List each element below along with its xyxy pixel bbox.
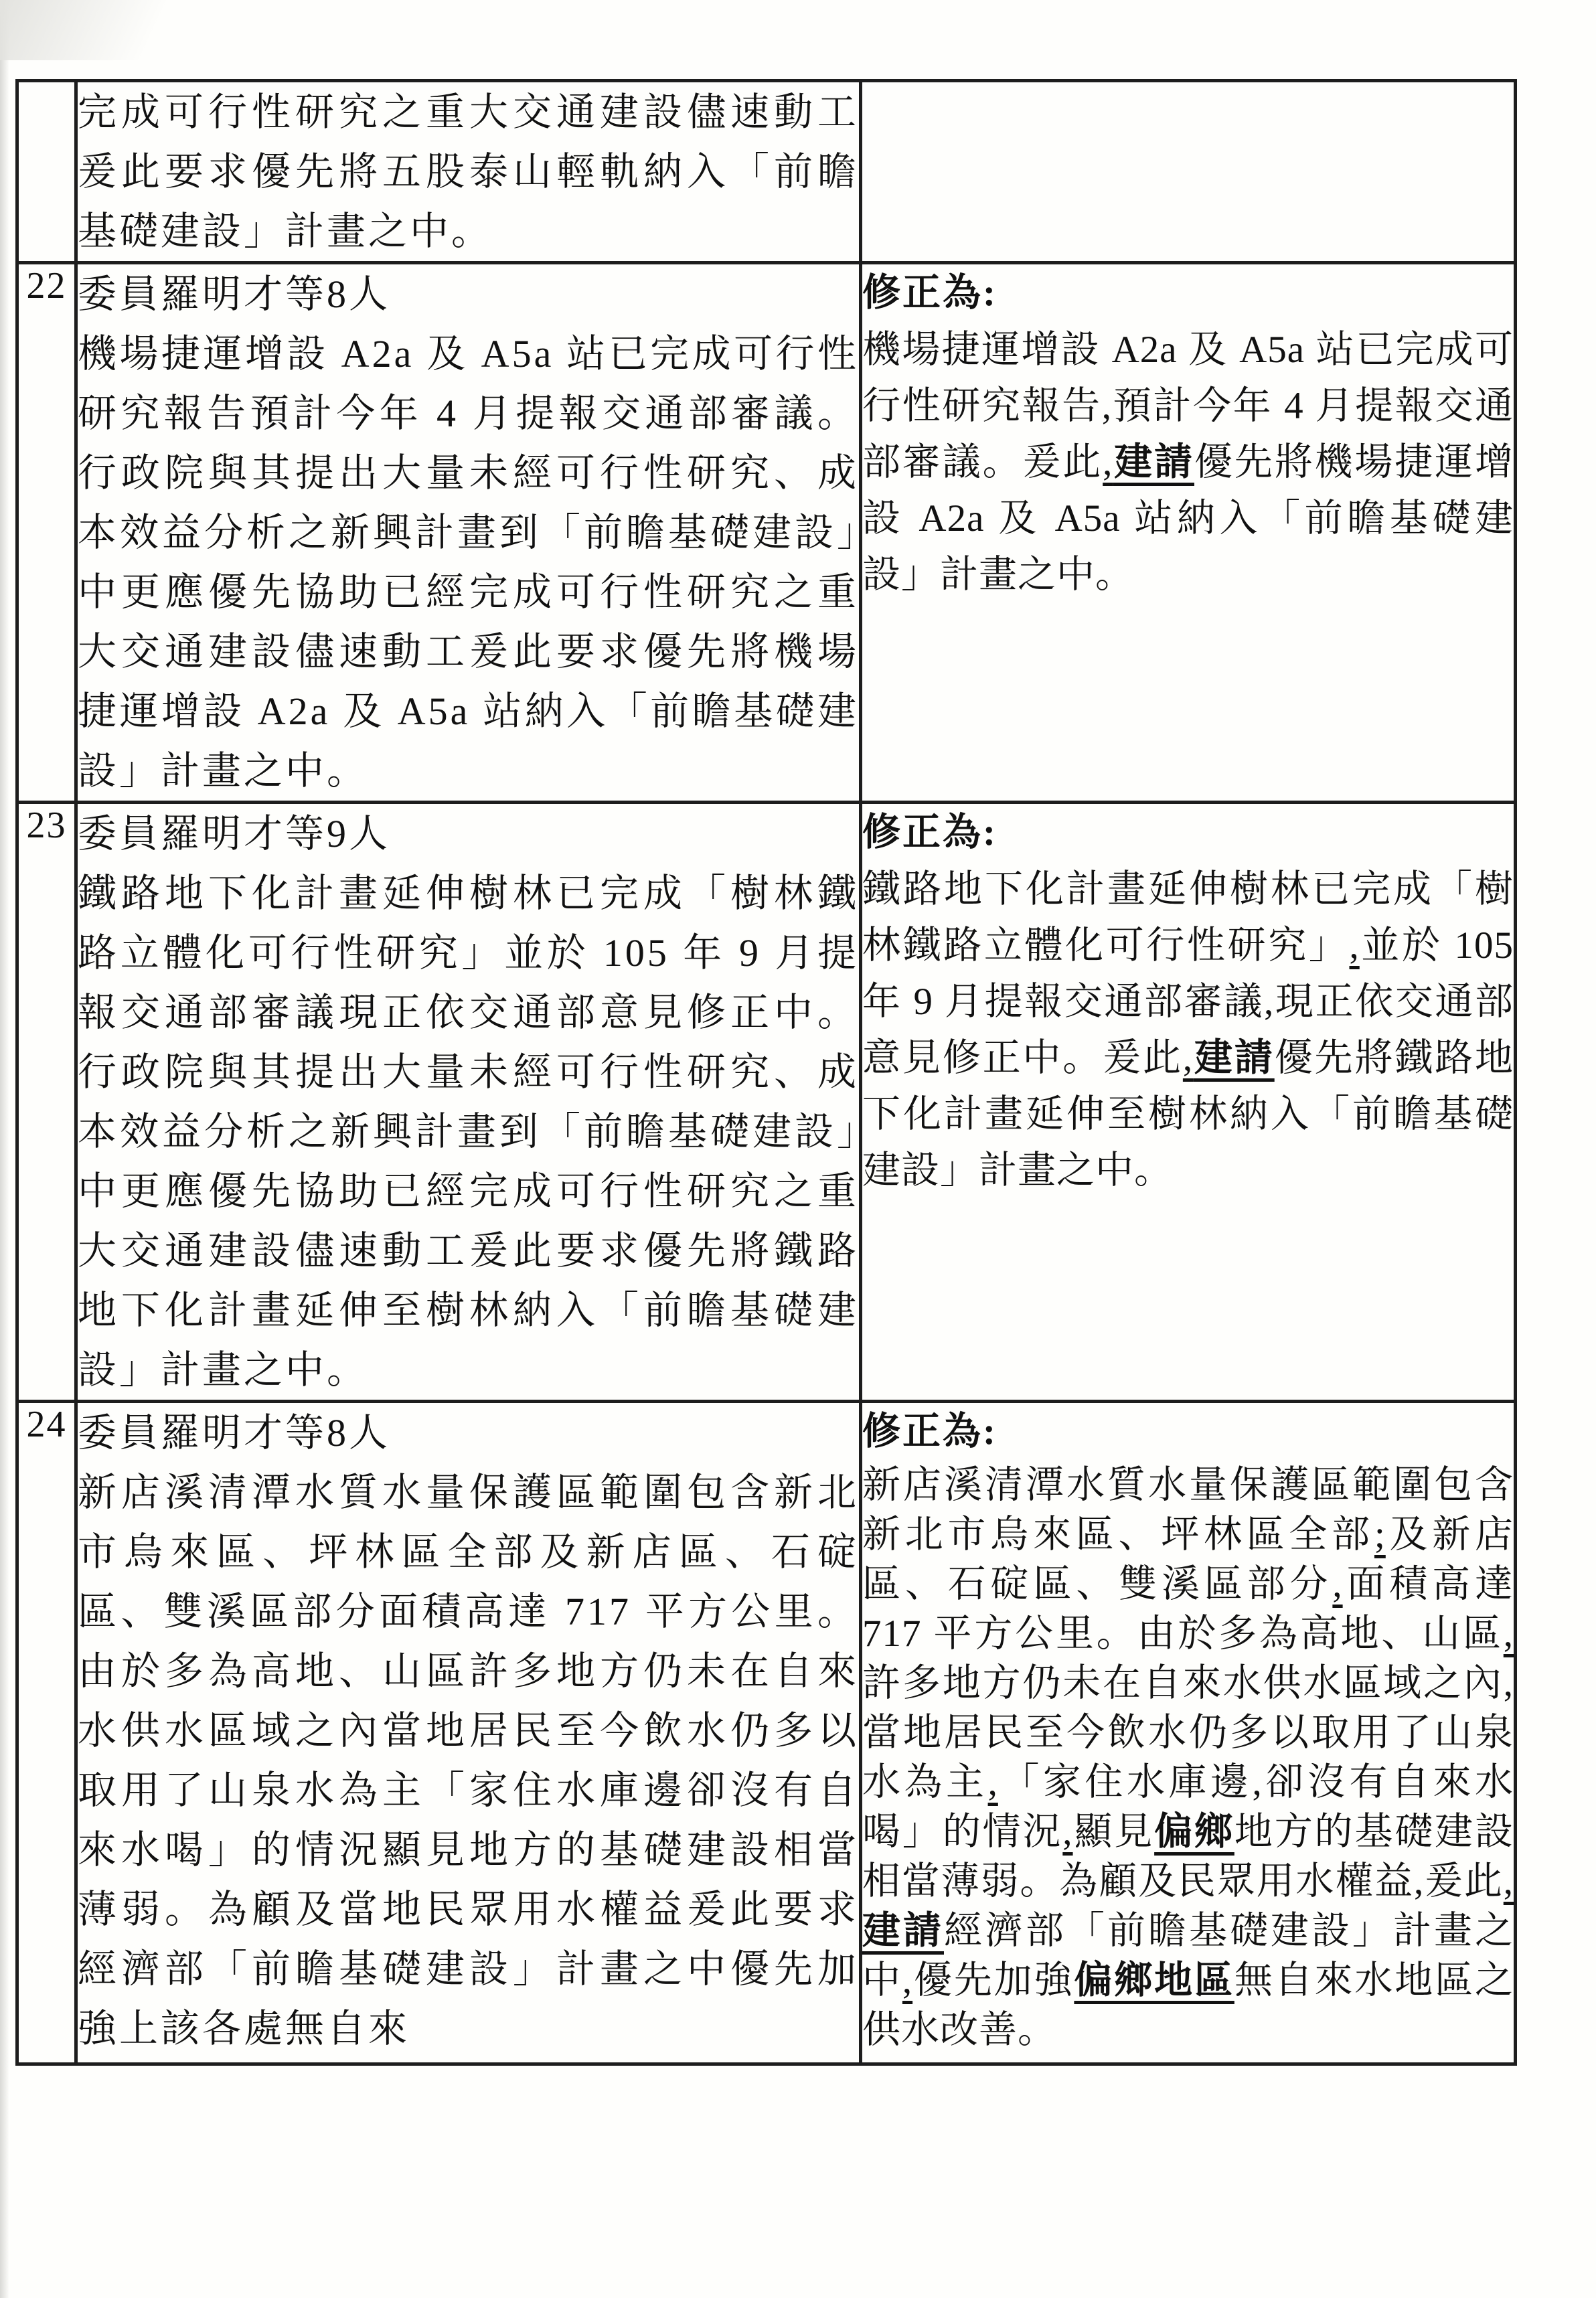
- revision-body: 鐵路地下化計畫延伸樹林已完成「樹林鐵路立體化可行性研究」,並於 105 年 9 月提報交通部審議,現正依交通部意見修正中。爰此,建請優先將鐵路地下化計畫延伸至樹林納入「前瞻基礎建設」計畫之中。: [862, 868, 1514, 1192]
- revision-header: 修正為:: [862, 1410, 998, 1453]
- proposal-body: 新店溪清潭水質水量保護區範圍包含新北市烏來區、坪林區全部及新店區、石碇區、雙溪區部分面積高達 717 平方公里。由於多為高地、山區許多地方仍未在自來水供水區域之內當地居民至今飲水仍多以取用了山泉水為主「家住水庫邊卻沒有自來水喝」的情況顯見地方的基礎建設相當薄弱。為顧及當地民眾用水權益爰此要求經濟部「前瞻基礎建設」計畫之中優先加強上該各處無自來: [78, 1471, 859, 2050]
- scan-smudge-artifact: [0, 0, 214, 60]
- proposal-cell: [76, 803, 861, 1402]
- revision-cell: [861, 263, 1516, 803]
- revision-header: 修正為:: [862, 811, 998, 853]
- table-row-24: [17, 1402, 1516, 2064]
- proposal-header: 委員羅明才等8人: [78, 1411, 391, 1455]
- table-row-continued: [17, 81, 1516, 263]
- proposal-revision-table: [15, 79, 1517, 2066]
- row-number: 24: [26, 1404, 67, 1445]
- revision-cell: [861, 803, 1516, 1402]
- row-number-cell: [17, 803, 76, 1402]
- proposal-header: 委員羅明才等8人: [78, 272, 391, 316]
- scan-edge-artifact: [0, 0, 9, 2298]
- proposal-body: 鐵路地下化計畫延伸樹林已完成「樹林鐵路立體化可行性研究」並於 105 年 9 月提報交通部審議現正依交通部意見修正中。行政院與其提出大量未經可行性研究、成本效益分析之新興計畫到「前瞻基礎建設」中更應優先協助已經完成可行性研究之重大交通建設儘速動工爰此要求優先將鐵路地下化計畫延伸至樹林納入「前瞻基礎建設」計畫之中。: [78, 872, 859, 1392]
- row-number: 23: [26, 805, 67, 846]
- proposal-cell: [76, 81, 861, 263]
- row-number: 22: [26, 265, 67, 307]
- table-row-22: [17, 263, 1516, 803]
- table-row-23: [17, 803, 1516, 1402]
- proposal-body: 完成可行性研究之重大交通建設儘速動工爰此要求優先將五股泰山輕軌納入「前瞻基礎建設」計畫之中。: [78, 90, 859, 253]
- revision-cell: [861, 1402, 1516, 2064]
- proposal-header: 委員羅明才等9人: [78, 812, 391, 855]
- revision-body: 機場捷運增設 A2a 及 A5a 站已完成可行性研究報告,預計今年 4 月提報交通部審議。爰此,建請優先將機場捷運增設 A2a 及 A5a 站納入「前瞻基礎建設」計畫之中。: [862, 329, 1514, 596]
- proposal-cell: [76, 263, 861, 803]
- proposal-cell: [76, 1402, 861, 2064]
- revision-header: 修正為:: [862, 272, 998, 314]
- row-number-cell: [17, 1402, 76, 2064]
- row-number-cell: [17, 263, 76, 803]
- revision-cell: [861, 81, 1516, 263]
- row-number-cell: [17, 81, 76, 263]
- proposal-body: 機場捷運增設 A2a 及 A5a 站已完成可行性研究報告預計今年 4 月提報交通部審議。行政院與其提出大量未經可行性研究、成本效益分析之新興計畫到「前瞻基礎建設」中更應優先協助已經完成可行性研究之重大交通建設儘速動工爰此要求優先將機場捷運增設 A2a 及 A5a 站納入「前瞻基礎建設」計畫之中。: [78, 332, 859, 793]
- revision-body: 新店溪清潭水質水量保護區範圍包含新北市烏來區、坪林區全部;及新店區、石碇區、雙溪區部分,面積高達 717 平方公里。由於多為高地、山區,許多地方仍未在自來水供水區域之內,當地居民至今飲水仍多以取用了山泉水為主,「家住水庫邊,卻沒有自來水喝」的情況,顯見偏鄉地方的基礎建設相當薄弱。為顧及民眾用水權益,爰此,建請經濟部「前瞻基礎建設」計畫之中,優先加強偏鄉地區無自來水地區之供水改善。: [862, 1464, 1514, 2051]
